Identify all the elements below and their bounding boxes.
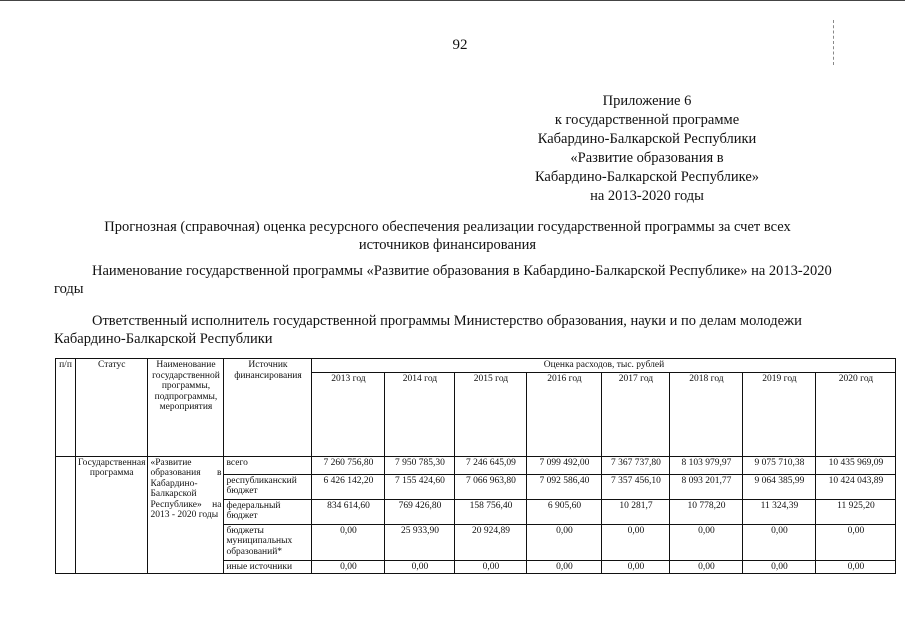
value-cell: 0,00	[670, 524, 743, 560]
value-cell: 0,00	[455, 560, 527, 574]
program-name-cell: «Развитие образования в Кабардино-Балкарской Республике» на 2013 - 2020 годы	[148, 456, 224, 574]
header-name: Наименование государственной программы, подпрограммы, мероприятия	[148, 359, 224, 457]
program-name: Наименование государственной программы «Развитие образования в Кабардино-Балкарской Республике» на 2013-2020 годы	[54, 263, 832, 297]
value-cell: 7 066 963,80	[455, 474, 527, 499]
financing-table	[55, 358, 896, 574]
header-year: 2017 год	[602, 372, 670, 456]
row-num-cell	[56, 456, 76, 574]
document-heading: Прогнозная (справочная) оценка ресурсного обеспечения реализации государственной программы за счет всех источников финансирования	[104, 219, 791, 253]
value-cell: 20 924,89	[455, 524, 527, 560]
value-cell: 11 324,39	[743, 499, 816, 524]
header-source: Источник финансирования	[224, 359, 312, 457]
header-year: 2016 год	[527, 372, 602, 456]
value-cell: 10 435 969,09	[816, 456, 896, 474]
page-number: 92	[452, 37, 468, 53]
value-cell: 0,00	[312, 524, 385, 560]
appendix-line: Кабардино-Балкарской Республики	[537, 131, 757, 147]
value-cell: 7 950 785,30	[385, 456, 455, 474]
header-status: Статус	[76, 359, 148, 457]
value-cell: 0,00	[743, 560, 816, 574]
source-cell: всего	[224, 456, 312, 474]
value-cell: 9 064 385,99	[743, 474, 816, 499]
header-year: 2020 год	[816, 372, 896, 456]
value-cell: 7 246 645,09	[455, 456, 527, 474]
scan-margin-mark	[833, 20, 835, 65]
source-cell: федеральный бюджет	[224, 499, 312, 524]
header-year: 2018 год	[670, 372, 743, 456]
value-cell: 0,00	[602, 524, 670, 560]
value-cell: 10 424 043,89	[816, 474, 896, 499]
appendix-line: Приложение 6	[602, 93, 692, 109]
appendix-block	[487, 92, 807, 206]
value-cell: 0,00	[816, 524, 896, 560]
value-cell: 7 260 756,80	[312, 456, 385, 474]
value-cell: 0,00	[312, 560, 385, 574]
source-cell: республиканский бюджет	[224, 474, 312, 499]
value-cell: 6 426 142,20	[312, 474, 385, 499]
value-cell: 769 426,80	[385, 499, 455, 524]
appendix-line: на 2013-2020 годы	[590, 188, 704, 204]
value-cell: 0,00	[527, 524, 602, 560]
value-cell: 834 614,60	[312, 499, 385, 524]
value-cell: 8 093 201,77	[670, 474, 743, 499]
header-num: п/п	[56, 359, 76, 457]
appendix-line: Кабардино-Балкарской Республике»	[534, 169, 760, 185]
header-year: 2019 год	[743, 372, 816, 456]
header-year: 2013 год	[312, 372, 385, 456]
value-cell: 0,00	[602, 560, 670, 574]
appendix-line: «Развитие образования в	[570, 150, 724, 166]
value-cell: 0,00	[816, 560, 896, 574]
appendix-line: к государственной программе	[554, 112, 740, 128]
value-cell: 7 099 492,00	[527, 456, 602, 474]
value-cell: 8 103 979,97	[670, 456, 743, 474]
value-cell: 6 905,60	[527, 499, 602, 524]
value-cell: 7 092 586,40	[527, 474, 602, 499]
value-cell: 7 367 737,80	[602, 456, 670, 474]
value-cell: 9 075 710,38	[743, 456, 816, 474]
value-cell: 0,00	[527, 560, 602, 574]
source-cell: бюджеты муниципальных образований*	[224, 524, 312, 560]
source-cell: иные источники	[224, 560, 312, 574]
value-cell: 25 933,90	[385, 524, 455, 560]
value-cell: 158 756,40	[455, 499, 527, 524]
header-year: 2015 год	[455, 372, 527, 456]
status-cell: Государственная программа	[76, 456, 148, 574]
value-cell: 10 778,20	[670, 499, 743, 524]
value-cell: 7 357 456,10	[602, 474, 670, 499]
header-year: 2014 год	[385, 372, 455, 456]
value-cell: 0,00	[385, 560, 455, 574]
value-cell: 0,00	[743, 524, 816, 560]
value-cell: 10 281,7	[602, 499, 670, 524]
value-cell: 0,00	[670, 560, 743, 574]
responsible-executor: Ответственный исполнитель государственной программы Министерство образования, науки и по делам молодежи Кабардино-Балкарской Республики	[54, 313, 802, 347]
value-cell: 11 925,20	[816, 499, 896, 524]
header-estimate: Оценка расходов, тыс. рублей	[312, 359, 896, 373]
value-cell: 7 155 424,60	[385, 474, 455, 499]
scan-top-edge	[0, 0, 905, 1]
